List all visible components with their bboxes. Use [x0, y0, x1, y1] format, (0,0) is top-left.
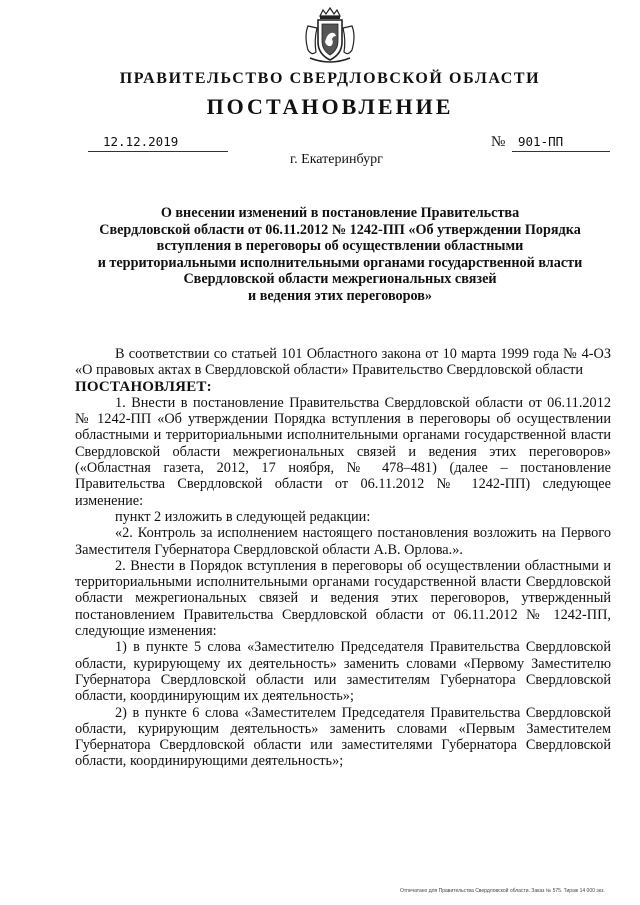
print-footer: Отпечатано для Правительства Свердловской области. Заказ № 575. Тираж 14 000 экз.: [400, 888, 605, 894]
preamble-paragraph: В соответствии со статьей 101 Областного закона от 10 марта 1999 года № 4-ОЗ «О правовых актах в Свердловской области» Правительство Свердловской области: [75, 346, 611, 379]
document-number: 901-ПП: [518, 134, 564, 149]
government-name: ПРАВИТЕЛЬСТВО СВЕРДЛОВСКОЙ ОБЛАСТИ: [119, 70, 541, 87]
date-underline: [88, 151, 228, 152]
city: г. Екатеринбург: [290, 152, 383, 167]
title-line: и ведения этих переговоров»: [248, 287, 432, 304]
clause-2-item-2-paragraph: 2) в пункте 6 слова «Заместителем Председателя Правительства Свердловской области, курирующим деятельность» заменить словами «Первым Заместителем Губернатора Свердловской области или заместителями Губернатора Свердловской области, координирующими деятельность»;: [75, 704, 611, 770]
title-line: Свердловской области от 06.11.2012 № 1242-ПП «Об утверждении Порядка: [99, 221, 581, 238]
clause-1-paragraph: 1. Внести в постановление Правительства Свердловской области от 06.11.2012 № 1242-ПП «Об утверждении Порядка вступления в переговоры об осуществлении областными и территориальными исполнительными органами государственной власти Свердловской области межрегиональных связей и ведения этих переговоров» («Областная газета, 2012, 17 ноября, № 478–481) (далее – постановление Правительства Свердловской области от 06.11.2012 № 1242-ПП) следующее изменение:: [75, 394, 611, 509]
document-title: [60, 205, 620, 305]
clause-2-item-1-paragraph: 1) в пункте 5 слова «Заместителю Председателя Правительства Свердловской области, курирующему их деятельность» заменить словами «Первому Заместителю Губернатора Свердловской области или заместителям Губернатора Свердловской области, координирующим их деятельность»;: [75, 639, 611, 705]
document-type: ПОСТАНОВЛЕНИЕ: [206, 94, 454, 119]
title-line: О внесении изменений в постановление Правительства: [160, 205, 520, 221]
resolve-heading: ПОСТАНОВЛЯЕТ:: [75, 378, 212, 395]
title-line: и территориальными исполнительными органами государственной власти: [97, 254, 583, 271]
document-body: [75, 346, 611, 770]
title-line: вступления в переговоры об осуществлении областными: [156, 238, 524, 255]
number-sign: №: [491, 134, 506, 150]
clause-2-paragraph: 2. Внести в Порядок вступления в переговоры об осуществлении областными и территориальными исполнительными органами государственной власти Свердловской области межрегиональных связей и ведения этих переговоров, утвержденный постановлением Правительства Свердловской области от 06.11.2012 № 1242-ПП, следующие изменения:: [75, 557, 611, 640]
clause-1-quote-paragraph: «2. Контроль за исполнением настоящего постановления возложить на Первого Заместителя Губернатора Свердловской области А.В. Орлова.».: [75, 525, 611, 558]
clause-1-sub-paragraph: пункт 2 изложить в следующей редакции:: [115, 508, 371, 525]
coat-of-arms-icon: [300, 6, 360, 66]
document-date: 12.12.2019: [103, 134, 179, 149]
title-line: Свердловской области межрегиональных связей: [183, 271, 497, 288]
number-underline: [512, 151, 610, 152]
